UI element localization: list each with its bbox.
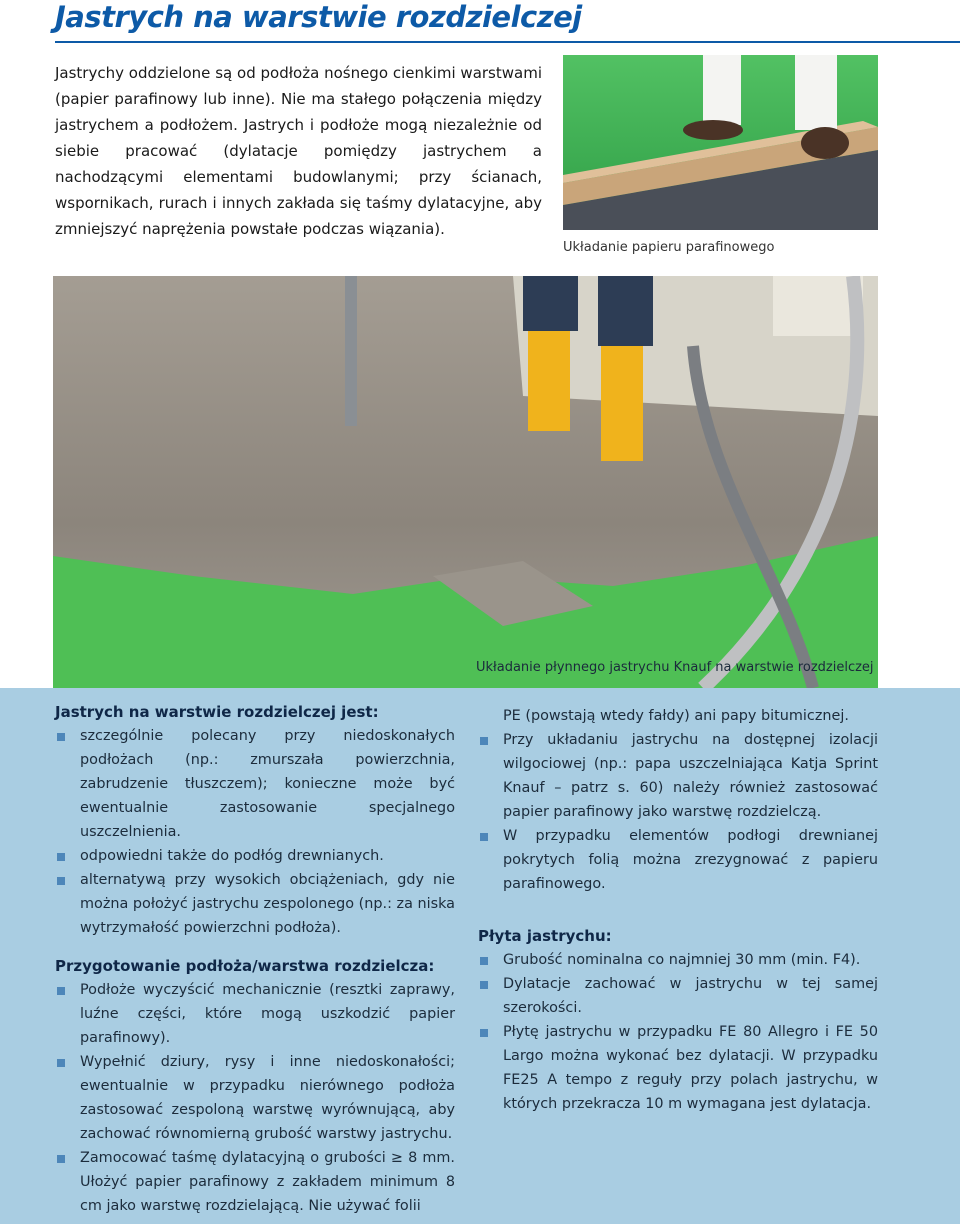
bullet-icon (480, 833, 488, 841)
bullet-icon (57, 1155, 65, 1163)
list-item: W przypadku elementów podłogi drewnianej pokrytych folią można zrezygnować z papieru parafinowego. (478, 824, 878, 896)
list-item: szczególnie polecany przy niedoskonałych podłożach (np.: zmurszała powierzchnia, zabrudzenie tłuszczem); konieczne może być ewentualnie zastosowanie specjalnego uszczelnienia. (55, 724, 455, 844)
info-column-left (55, 700, 455, 1218)
list-item: Podłoże wyczyścić mechanicznie (resztki zaprawy, luźne części, które mogą uszkodzić papier parafinowy). (55, 978, 455, 1050)
bullet-icon (480, 737, 488, 745)
list-jest (55, 724, 455, 940)
list-continuation: PE (powstają wtedy fałdy) ani papy bitumicznej. (503, 708, 849, 724)
list-plyta (478, 948, 878, 1116)
page-title: Jastrych na warstwie rozdzielczej (55, 0, 582, 34)
bullet-icon (57, 853, 65, 861)
list-item: Zamocować taśmę dylatacyjną o grubości ≥ 8 mm. Ułożyć papier parafinowy z zakładem minimum 8 cm jako warstwę rozdzielającą. Nie używać folii (55, 1146, 455, 1218)
bullet-icon (57, 733, 65, 741)
photo-liquid-screed (53, 276, 878, 688)
list-item: Płytę jastrychu w przypadku FE 80 Allegro i FE 50 Largo można wykonać bez dylatacji. W przypadku FE25 A tempo z reguły przy polach jastrychu, w których przekracza 10 m wymagana jest dylatacja. (478, 1020, 878, 1116)
list-przygotowanie (55, 978, 455, 1218)
list-item: Dylatacje zachować w jastrychu w tej samej szerokości. (478, 972, 878, 1020)
photo-top-caption: Układanie papieru parafinowego (563, 240, 775, 255)
list-przygotowanie-cont (478, 728, 878, 896)
bullet-icon (57, 987, 65, 995)
photo-paraffin-paper (563, 55, 878, 230)
heading-plyta: Płyta jastrychu: (478, 927, 612, 945)
intro-paragraph: Jastrychy oddzielone są od podłoża nośnego cienkimi warstwami (papier parafinowy lub inne). Nie ma stałego połączenia między jastrychem a podłożem. Jastrych i podłoże mogą niezależnie od siebie pracować (dylatacje pomiędzy jastrychem a nachodzącymi elementami budowlanymi; przy ścianach, wspornikach, rurach i innych zakłada się taśmy dylatacyjne, aby zmniejszyć naprężenia powstałe podczas wiązania). (55, 64, 542, 238)
list-item: Wypełnić dziury, rysy i inne niedoskonałości; ewentualnie w przypadku nierównego podłoża zastosować zespoloną warstwę wyrównującą, aby zachować równomierną grubość warstwy jastrychu. (55, 1050, 455, 1146)
info-column-right (478, 704, 878, 1116)
list-item: alternatywą przy wysokich obciążeniach, gdy nie można położyć jastrychu zespolonego (np.: za niska wytrzymałość powierzchni podłoża). (55, 868, 455, 940)
title-rule (55, 41, 960, 43)
heading-jest: Jastrych na warstwie rozdzielczej jest: (55, 703, 379, 721)
list-item: Przy układaniu jastrychu na dostępnej izolacji wilgociowej (np.: papa uszczelniająca Katja Sprint Knauf – patrz s. 60) należy również zastosować papier parafinowy jako warstwę rozdzielczą. (478, 728, 878, 824)
heading-przygotowanie: Przygotowanie podłoża/warstwa rozdzielcza: (55, 957, 435, 975)
bullet-icon (480, 1029, 488, 1037)
bullet-icon (57, 1059, 65, 1067)
bullet-icon (57, 877, 65, 885)
bullet-icon (480, 981, 488, 989)
photo-main-caption: Układanie płynnego jastrychu Knauf na warstwie rozdzielczej (476, 660, 874, 675)
list-item: odpowiedni także do podłóg drewnianych. (55, 844, 455, 868)
bullet-icon (480, 957, 488, 965)
list-item: Grubość nominalna co najmniej 30 mm (min. F4). (478, 948, 878, 972)
